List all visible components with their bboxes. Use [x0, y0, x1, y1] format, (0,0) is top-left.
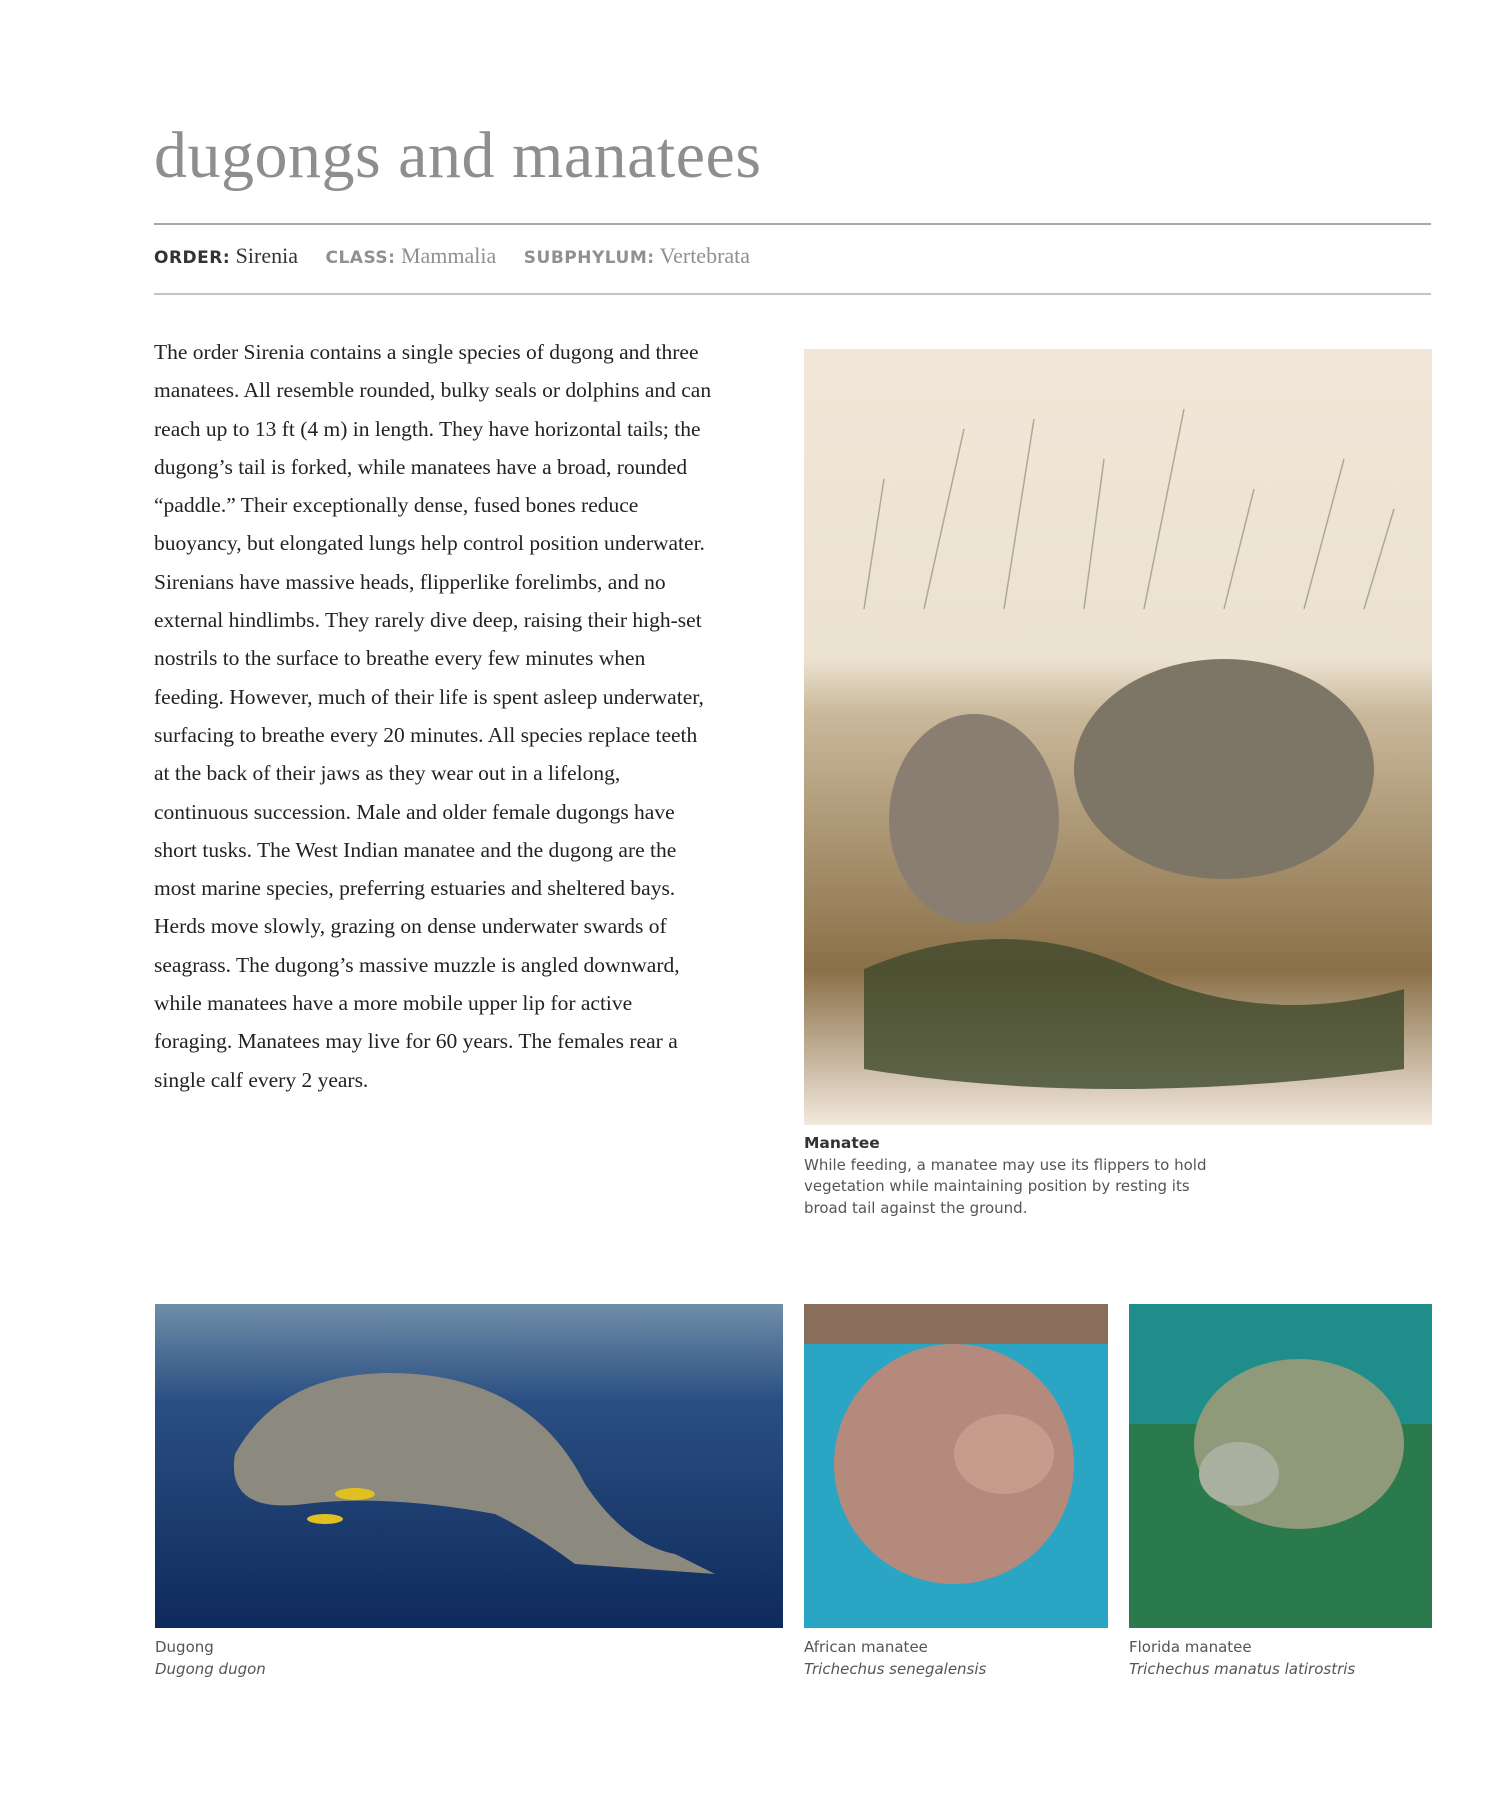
- photo-caption-florida-manatee: [1129, 1637, 1355, 1680]
- taxonomy-value: Sirenia: [235, 243, 298, 268]
- taxonomy-value: Vertebrata: [659, 243, 751, 268]
- caption-text: While feeding, a manatee may use its flippers to hold vegetation while maintaining position by resting its broad tail against the ground.: [804, 1155, 1207, 1217]
- common-name: Florida manatee: [1129, 1638, 1252, 1656]
- african-manatee-photo: [804, 1304, 1108, 1628]
- scientific-name: Trichechus manatus latirostris: [1129, 1659, 1356, 1678]
- dugong-photo: [155, 1304, 783, 1628]
- taxonomy-subphylum: [524, 243, 750, 268]
- taxonomy-class: [325, 243, 496, 268]
- page-title: dugongs and manatees: [154, 119, 762, 192]
- figure-caption: [804, 1133, 1224, 1219]
- body-text: The order Sirenia contains a single species of dugong and three manatees. All resemble rounded, bulky seals or dolphins and can reach up to 13 ft (4 m) in length. They have horizontal tails; the dugong’s tail is forked, while manatees have a broad, rounded “paddle.” Their exceptionally dense, fused bones reduce buoyancy, but elongated lungs help control position underwater. Sirenians have massive heads, flipperlike forelimbs, and no external hindlimbs. They rarely dive deep, raising their high-set nostrils to the surface to breathe every few minutes when feeding. However, much of their life is spent asleep underwater, surfacing to breathe every 20 minutes. All species replace teeth at the back of their jaws as they wear out in a lifelong, continuous succession. Male and older female dugongs have short tusks. The West Indian manatee and the dugong are the most marine species, preferring estuaries and sheltered bays. Herds move slowly, grazing on dense underwater swards of seagrass. The dugong’s massive muzzle is angled downward, while manatees have a more mobile upper lip for active foraging. Manatees may live for 60 years. The females rear a single calf every 2 years.: [154, 340, 712, 1092]
- divider: [154, 223, 1431, 225]
- common-name: Dugong: [155, 1638, 214, 1656]
- photo-caption-dugong: [155, 1637, 266, 1680]
- photo-caption-african-manatee: [804, 1637, 986, 1680]
- caption-title: Manatee: [804, 1134, 880, 1152]
- taxonomy-label: CLASS:: [325, 248, 396, 268]
- divider: [154, 293, 1431, 295]
- scientific-name: Dugong dugon: [155, 1659, 266, 1678]
- taxonomy-label: SUBPHYLUM:: [523, 248, 655, 268]
- common-name: African manatee: [804, 1638, 928, 1656]
- taxonomy-order: [154, 243, 298, 268]
- taxonomy-line: [154, 243, 772, 269]
- taxonomy-label: ORDER:: [154, 248, 231, 268]
- florida-manatee-photo: [1129, 1304, 1432, 1628]
- manatee-illustration: [804, 349, 1432, 1125]
- scientific-name: Trichechus senegalensis: [804, 1659, 987, 1678]
- taxonomy-value: Mammalia: [400, 243, 497, 268]
